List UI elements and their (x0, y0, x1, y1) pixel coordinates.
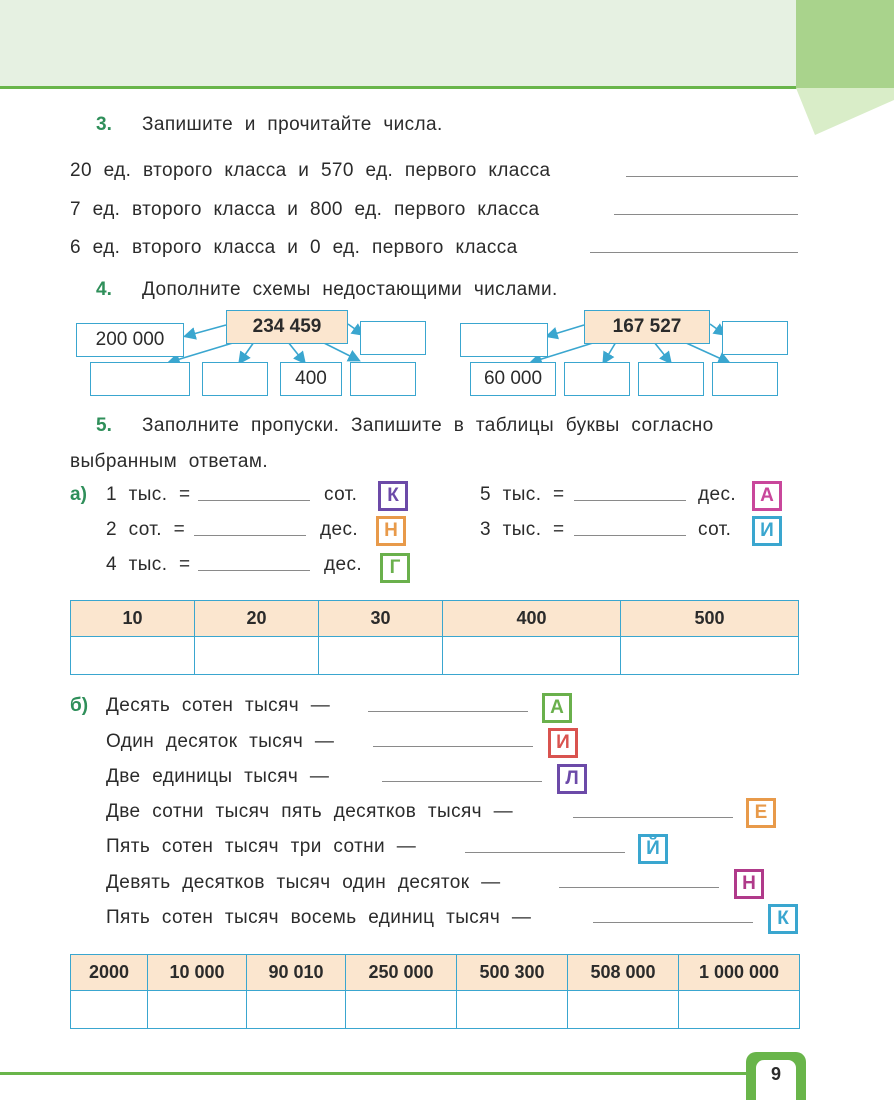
scheme-left-empty-bottom-2[interactable] (202, 362, 268, 396)
scheme-arrows (0, 300, 894, 420)
scheme-right-center: 167 527 (584, 310, 710, 344)
exercise-3-row-2: 7 ед. второго класса и 800 ед. первого класса (70, 199, 540, 220)
letter-tile: Н (734, 869, 764, 899)
part-a-item-left: 1 тыс. = (106, 484, 191, 505)
table-answer-cell[interactable] (319, 637, 443, 675)
answer-line[interactable] (573, 817, 733, 818)
table-answer-cell[interactable] (247, 991, 346, 1029)
answer-line[interactable] (590, 252, 798, 253)
table-answer-cell[interactable] (568, 991, 679, 1029)
table-answer-row (71, 637, 799, 675)
part-a-label: а) (70, 484, 87, 505)
answer-line[interactable] (373, 746, 533, 747)
table-header-row (71, 601, 799, 637)
table-answer-cell[interactable] (346, 991, 457, 1029)
exercise-3-row-1: 20 ед. второго класса и 570 ед. первого класса (70, 160, 551, 181)
part-b-item-text: Две единицы тысяч — (106, 766, 330, 787)
part-b-label: б) (70, 695, 89, 716)
answer-line[interactable] (198, 500, 310, 501)
part-b-item-text: Девять десятков тысяч один десяток — (106, 872, 501, 893)
scheme-left-empty-top-right[interactable] (360, 321, 426, 355)
scheme-left-empty-bottom-1[interactable] (90, 362, 190, 396)
part-a-item-unit: дес. (320, 519, 359, 540)
answer-line[interactable] (465, 852, 625, 853)
part-b-item-text: Две сотни тысяч пять десятков тысяч — (106, 801, 514, 822)
part-a-item-unit: дес. (698, 484, 737, 505)
table-header-cell: 2000 (71, 955, 148, 991)
table-header-cell: 400 (443, 601, 621, 637)
letter-tile: А (542, 693, 572, 723)
answer-line[interactable] (593, 922, 753, 923)
table-answer-cell[interactable] (148, 991, 247, 1029)
letter-tile: К (768, 904, 798, 934)
table-answer-cell[interactable] (457, 991, 568, 1029)
letter-tile: А (752, 481, 782, 511)
footer-rule (0, 1072, 760, 1075)
exercise-3-row-3: 6 ед. второго класса и 0 ед. первого класса (70, 237, 518, 258)
table-header-row (71, 955, 800, 991)
part-a-item-unit: дес. (324, 554, 363, 575)
answer-line[interactable] (368, 711, 528, 712)
table-answer-cell[interactable] (621, 637, 799, 675)
part-b-item-text: Пять сотен тысяч три сотни — (106, 836, 417, 857)
answer-line[interactable] (574, 500, 686, 501)
answer-line[interactable] (559, 887, 719, 888)
table-header-cell: 508 000 (568, 955, 679, 991)
scheme-left-center: 234 459 (226, 310, 348, 344)
scheme-right-empty-top-left[interactable] (460, 323, 548, 357)
exercise-3-number: 3. (96, 114, 112, 135)
table-answer-cell[interactable] (71, 637, 195, 675)
part-b-item-text: Десять сотен тысяч — (106, 695, 331, 716)
table-header-cell: 10 000 (148, 955, 247, 991)
table-answer-cell[interactable] (71, 991, 148, 1029)
page-number: 9 (770, 1064, 781, 1084)
table-header-cell: 30 (319, 601, 443, 637)
scheme-right-empty-top-right[interactable] (722, 321, 788, 355)
scheme-right-empty-bottom-4[interactable] (712, 362, 778, 396)
letter-tile: Й (638, 834, 668, 864)
exercise-3-title: Запишите и прочитайте числа. (142, 114, 443, 135)
answer-table-a (70, 600, 799, 675)
scheme-left-given-bottom: 400 (280, 362, 342, 396)
exercise-4-title: Дополните схемы недостающими числами. (142, 279, 558, 300)
scheme-right-given-bottom: 60 000 (470, 362, 556, 396)
answer-line[interactable] (626, 176, 798, 177)
table-answer-cell[interactable] (679, 991, 800, 1029)
table-header-cell: 500 (621, 601, 799, 637)
letter-tile: И (752, 516, 782, 546)
answer-line[interactable] (198, 570, 310, 571)
scheme-left-empty-bottom-4[interactable] (350, 362, 416, 396)
part-a-item-left: 3 тыс. = (480, 519, 565, 540)
exercise-5-title-line-2: выбранным ответам. (70, 451, 269, 472)
part-b-item-text: Один десяток тысяч — (106, 731, 335, 752)
part-a-item-left: 4 тыс. = (106, 554, 191, 575)
part-a-item-unit: сот. (324, 484, 358, 505)
scheme-right-empty-bottom-2[interactable] (564, 362, 630, 396)
exercise-5-title-line-1: Заполните пропуски. Запишите в таблицы буквы согласно (142, 415, 714, 436)
table-answer-row (71, 991, 800, 1029)
table-answer-cell[interactable] (195, 637, 319, 675)
exercise-5-number: 5. (96, 415, 112, 436)
letter-tile: И (548, 728, 578, 758)
table-header-cell: 500 300 (457, 955, 568, 991)
table-header-cell: 90 010 (247, 955, 346, 991)
answer-line[interactable] (574, 535, 686, 536)
letter-tile: Е (746, 798, 776, 828)
table-header-cell: 20 (195, 601, 319, 637)
answer-line[interactable] (194, 535, 306, 536)
letter-tile: Г (380, 553, 410, 583)
table-header-cell: 10 (71, 601, 195, 637)
table-header-cell: 1 000 000 (679, 955, 800, 991)
answer-line[interactable] (382, 781, 542, 782)
letter-tile: Л (557, 764, 587, 794)
part-a-item-unit: сот. (698, 519, 732, 540)
table-header-cell: 250 000 (346, 955, 457, 991)
answer-line[interactable] (614, 214, 798, 215)
scheme-right-empty-bottom-3[interactable] (638, 362, 704, 396)
part-a-item-left: 2 сот. = (106, 519, 186, 540)
exercise-4-number: 4. (96, 279, 112, 300)
answer-table-b (70, 954, 800, 1029)
part-a-item-left: 5 тыс. = (480, 484, 565, 505)
corner-decoration (0, 0, 894, 140)
letter-tile: К (378, 481, 408, 511)
part-b-item-text: Пять сотен тысяч восемь единиц тысяч — (106, 907, 532, 928)
letter-tile: Н (376, 516, 406, 546)
table-answer-cell[interactable] (443, 637, 621, 675)
page-number-badge (756, 1060, 796, 1100)
scheme-left-given-top: 200 000 (76, 323, 184, 357)
